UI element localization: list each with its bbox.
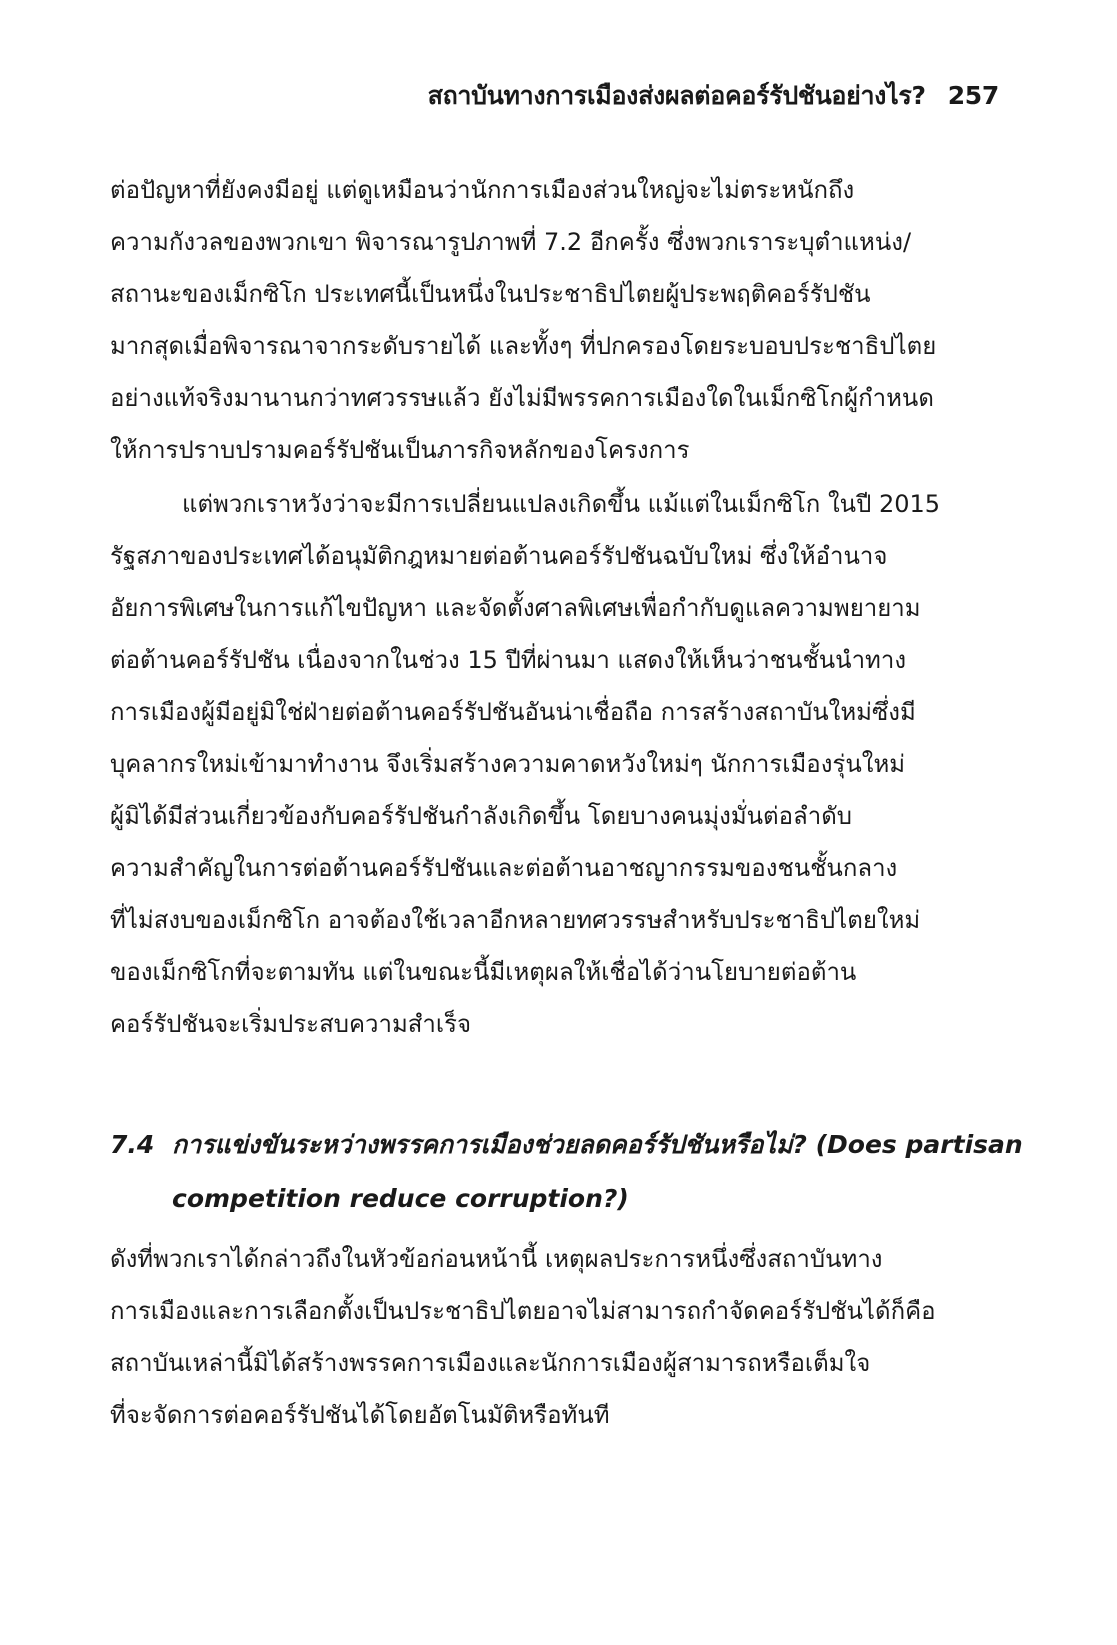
- paragraph-line: ของเม็กซิโกที่จะตามทัน แต่ในขณะนี้มีเหตุผลให้เชื่อได้ว่านโยบายต่อต้าน: [110, 958, 857, 986]
- paragraph-line: ให้การปราบปรามคอร์รัปชันเป็นภารกิจหลักของโครงการ: [110, 436, 690, 464]
- section-title-continued: competition reduce corruption?): [172, 1184, 629, 1213]
- paragraph-line: ความกังวลของพวกเขา พิจารณารูปภาพที่ 7.2 อีกครั้ง ซึ่งพวกเราระบุตำแหน่ง/: [110, 228, 912, 256]
- paragraph-line: อัยการพิเศษในการแก้ไขปัญหา และจัดตั้งศาลพิเศษเพื่อกำกับดูแลความพยายาม: [110, 594, 921, 622]
- paragraph-line: รัฐสภาของประเทศได้อนุมัติกฎหมายต่อต้านคอร์รัปชันฉบับใหม่ ซึ่งให้อำนาจ: [110, 542, 888, 570]
- paragraph-line: ต่อปัญหาที่ยังคงมีอยู่ แต่ดูเหมือนว่านักการเมืองส่วนใหญ่จะไม่ตระหนักถึง: [110, 176, 855, 204]
- paragraph-line: สถานะของเม็กซิโก ประเทศนี้เป็นหนึ่งในประชาธิปไตยผู้ประพฤติคอร์รัปชัน: [110, 280, 871, 308]
- section-heading-line: [110, 1118, 1023, 1172]
- section-title: การแข่งขันระหว่างพรรคการเมืองช่วยลดคอร์รัปชันหรือไม่? (Does partisan: [172, 1130, 1023, 1159]
- paragraph-3: [110, 1233, 976, 1441]
- paragraph-line: การเมืองผู้มีอยู่มิใช่ฝ่ายต่อต้านคอร์รัปชันอันน่าเชื่อถือ การสร้างสถาบันใหม่ซึ่งมี: [110, 698, 916, 726]
- paragraph-line: สถาบันเหล่านี้มิได้สร้างพรรคการเมืองและนักการเมืองผู้สามารถหรือเต็มใจ: [110, 1349, 871, 1377]
- paragraph-line: ดังที่พวกเราได้กล่าวถึงในหัวข้อก่อนหน้านี้ เหตุผลประการหนึ่งซึ่งสถาบันทาง: [110, 1245, 883, 1273]
- paragraph-line: ความสำคัญในการต่อต้านคอร์รัปชันและต่อต้านอาชญากรรมของชนชั้นกลาง: [110, 854, 898, 882]
- paragraph-line: ที่จะจัดการต่อคอร์รัปชันได้โดยอัตโนมัติหรือทันที: [110, 1401, 610, 1429]
- section-heading: [110, 1118, 1023, 1226]
- paragraph-line: ผู้มิได้มีส่วนเกี่ยวข้องกับคอร์รัปชันกำลังเกิดขึ้น โดยบางคนมุ่งมั่นต่อลำดับ: [110, 802, 853, 830]
- running-title: สถาบันทางการเมืองส่งผลต่อคอร์รัปชันอย่างไร?: [427, 81, 926, 110]
- paragraph-line: การเมืองและการเลือกตั้งเป็นประชาธิปไตยอาจไม่สามารถกำจัดคอร์รัปชันได้ก็คือ: [110, 1297, 936, 1325]
- paragraph-line: ที่ไม่สงบของเม็กซิโก อาจต้องใช้เวลาอีกหลายทศวรรษสำหรับประชาธิปไตยใหม่: [110, 906, 921, 934]
- running-header: [110, 78, 999, 114]
- paragraph-line: บุคลากรใหม่เข้ามาทำงาน จึงเริ่มสร้างความคาดหวังใหม่ๆ นักการเมืองรุ่นใหม่: [110, 750, 906, 778]
- page-number: 257: [947, 81, 999, 110]
- section-number: 7.4: [110, 1130, 155, 1159]
- paragraph-line: มากสุดเมื่อพิจารณาจากระดับรายได้ และทั้งๆ ที่ปกครองโดยระบอบประชาธิปไตย: [110, 332, 937, 360]
- paragraph-line: อย่างแท้จริงมานานกว่าทศวรรษแล้ว ยังไม่มีพรรคการเมืองใดในเม็กซิโกผู้กำหนด: [110, 384, 934, 412]
- paragraph-2: [110, 478, 976, 1050]
- paragraph-line: แต่พวกเราหวังว่าจะมีการเปลี่ยนแปลงเกิดขึ้น แม้แต่ในเม็กซิโก ในปี 2015: [182, 490, 941, 518]
- paragraph-1: [110, 164, 976, 476]
- paragraph-line: คอร์รัปชันจะเริ่มประสบความสำเร็จ: [110, 1010, 472, 1038]
- paragraph-line: ต่อต้านคอร์รัปชัน เนื่องจากในช่วง 15 ปีที่ผ่านมา แสดงให้เห็นว่าชนชั้นนำทาง: [110, 646, 907, 674]
